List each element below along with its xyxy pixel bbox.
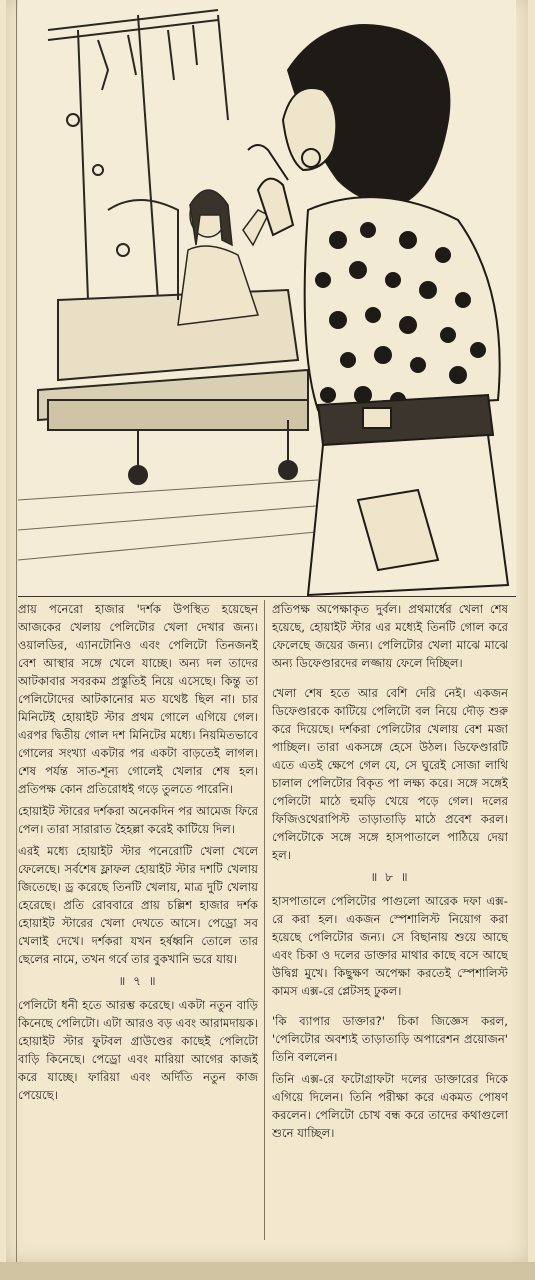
- paragraph-gap: [272, 676, 508, 684]
- left-margin-rule: [16, 0, 17, 1262]
- story-paragraph: তিনি এক্স-রে ফটোগ্রাফটা দলের ডাক্তারের দিকে এগিয়ে দিলেন। তিনি পরীক্ষা করে একমত পোষণ করলেন। পেলিটো চোখ বন্ধ করে তাদের কথাগুলো শুনে যাচ্ছিল।: [272, 1072, 508, 1140]
- story-paragraph: প্রতিপক্ষ অপেক্ষাকৃত দুর্বল। প্রথমার্ধের খেলা শেষ হয়েছে, হোয়াইট স্টার এর মধ্যেই তিনটি গোল করে ফেলেছে জয়ের জন্য। পেলিটোর খেলা মাঝে মাঝে অন্য ডিফেণ্ডারদের লজ্জায় ফেলে দিচ্ছিল।: [272, 602, 508, 670]
- story-paragraph: হাসপাতালে পেলিটোর পাগুলো আরেক দফা এক্স-রে করা হল। একজন স্পেশালিস্ট নিয়োগ করা হয়েছে পেলিটোর জন্য। সে বিছানায় শুয়ে আছে এবং চিকা ও দলের ডাক্তার মাথার কাছে বসে আছে উদ্বিগ্ন মুখে। কিছুক্ষণ অপেক্ষা করতেই স্পেশালিস্ট কামস এক্স-রে প্লেটসহ ঢুকল।: [272, 894, 508, 998]
- story-paragraph: হোয়াইট স্টারের দর্শকরা অনেকদিন পর আমেজ ফিরে পেল। তারা সারারাত হৈহল্লা করেই কাটিয়ে দিল।: [18, 804, 258, 836]
- story-paragraph: খেলা শেষ হতে আর বেশি দেরি নেই। একজন ডিফেণ্ডারকে কাটিয়ে পেলিটো বল নিয়ে দৌড় শুরু করে দিয়েছে। দর্শকরা পেলিটোর খেলায় বেশ মজা পাচ্ছিল। তারা একসঙ্গে হেসে উঠল। ডিফেণ্ডারটি এতে এতই ক্ষেপে গেল যে, সে ঘুরেই সোজা লাথি চালাল পেলিটোর বিকৃত পা লক্ষ্য করে। সঙ্গে সঙ্গেই পেলিটো মাঠে হুমড়ি খেয়ে পড়ে গেল। দলের ফিজিওথেরাপিস্ট তাড়াতাড়ি মাঠে প্রবেশ করল। পেলিটোকে সঙ্গে সঙ্গে হাসপাতালে পাঠিয়ে দেয়া হল।: [272, 686, 508, 862]
- column-divider: [264, 600, 265, 1240]
- story-paragraph: প্রায় পনেরো হাজার 'দর্শক উপস্থিত হয়েছেন আজকের খেলায় পেলিটোর খেলা দেখার জন্য। ওয়ালডির, এ্যানটোনিও এবং পেলিটো তিনজনই বেশ আস্থার সঙ্গে খেলে যাচ্ছে। অন্য দল তাদের আটকাবার সবরকম প্রস্তুতিই নিয়ে এসেছে। কিন্তু তা পেলিটোদের আটকানোর মত যথেষ্ট ছিল না। চার মিনিটেই হোয়াইট স্টার প্রথম গোলে এগিয়ে গেল। এরপর দ্বিতীয় গোল দশ মিনিটের মধ্যে। নিয়মিতভাবে গোলের সংখ্যা একটার পর একটা বাড়তেই লাগল। শেষ পর্যন্ত সাত-শূন্য গোলেই খেলার শেষ হল। প্রতিপক্ষ কোন প্রতিরোধই গড়ে তুলতে পারেনি।: [18, 602, 258, 796]
- story-paragraph: পেলিটো ধনী হতে আরম্ভ করেছে। একটা নতুন বাড়ি কিনেছে পেলিটো। এটা আরও বড় এবং আরামদায়ক। হোয়াইট স্টার ফুটবল গ্রাউণ্ডের কাছেই পেলিটো বাড়ি কিনেছে। পেড্রো এবং মারিয়া আগের কাজই করে যাচ্ছে। ফারিয়া এবং অর্দিতি নতুন কাজ পেয়েছে।: [18, 998, 258, 1102]
- right-text-column: [272, 600, 508, 1240]
- section-number-7: ॥ ৭ ॥: [118, 974, 158, 988]
- illustration-drawing: [18, 0, 516, 596]
- comic-illustration-hospital-scene: [18, 0, 516, 597]
- section-number-8: ॥ ৮ ॥: [370, 870, 410, 884]
- left-text-column: [18, 600, 258, 1240]
- story-paragraph: 'কি ব্যাপার ডাক্তার?' চিকা জিজ্ঞেস করল, 'পেলিটোর অবশ্যই তাড়াতাড়ি অপারেশন প্রয়োজন' তিনি বললেন।: [272, 1014, 508, 1064]
- paragraph-gap: [272, 1004, 508, 1012]
- background-surface: [0, 1262, 535, 1280]
- story-paragraph: এরই মধ্যে হোয়াইট স্টার পনেরোটি খেলা খেলে ফেলেছে। সর্বশেষ ফ্লাফল হোয়াইট স্টার দশটি খেলায় জিতেছে। ড্র করেছে তিনটি খেলায়, মাত্র দুটি খেলায় হেরেছে। প্রতি রোববারে প্রায় চল্লিশ হাজার দর্শক হোয়াইট স্টারের খেলা দেখতে আসে। পেড্রো সব খেলাই দেখে। দর্শকরা যখন হর্ষধ্বনি তোলে তার ছেলের নামে, তখন গর্বে তার বুকখানি ভরে যায়।: [18, 844, 258, 966]
